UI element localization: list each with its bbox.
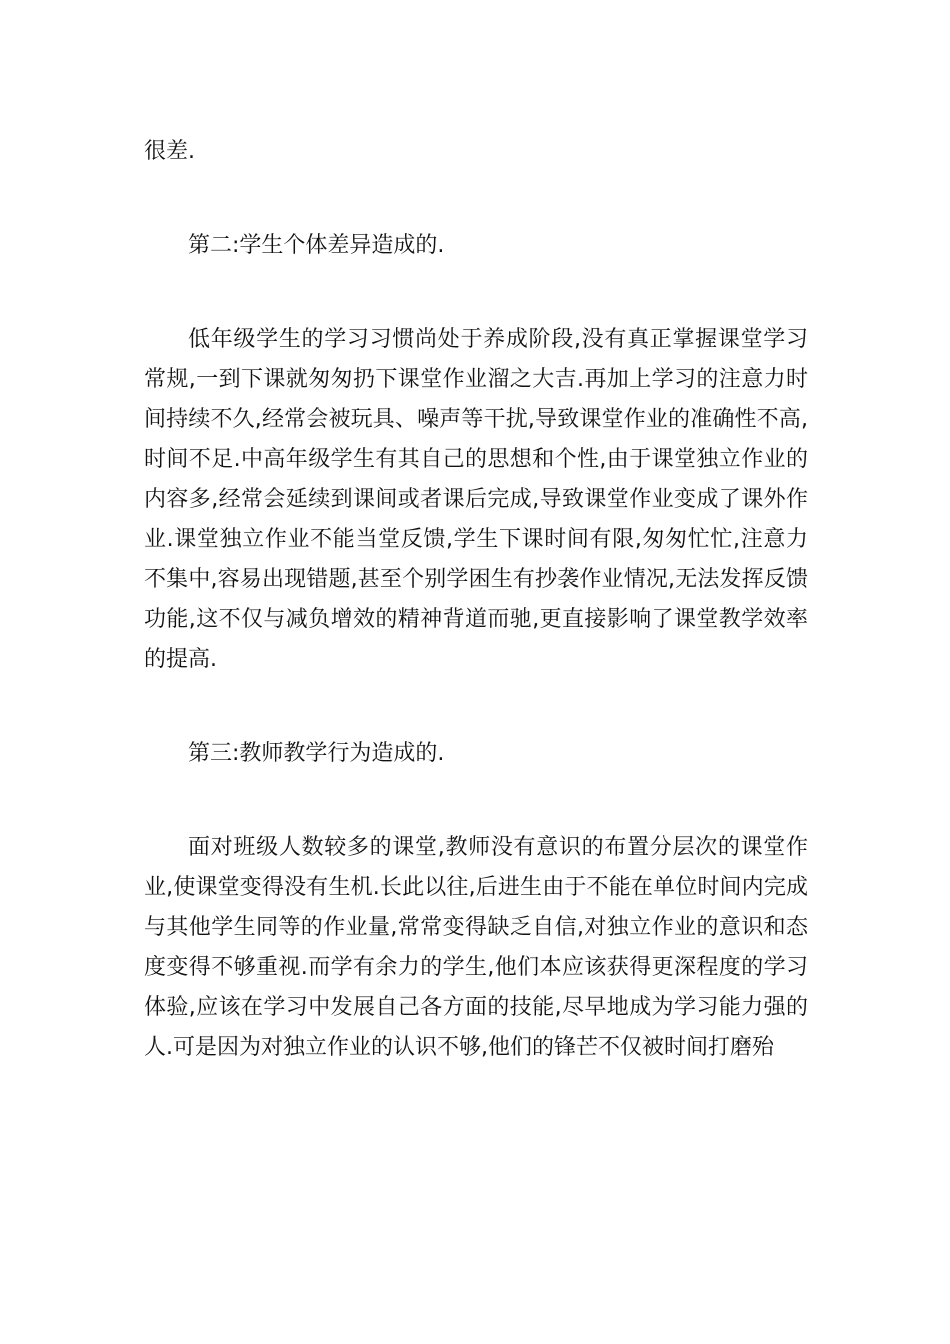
document-body: [144, 132, 808, 1122]
section-heading-second: 第二:学生个体差异造成的.: [188, 233, 445, 258]
paragraph-continuation: 很差.: [144, 139, 195, 164]
paragraph-teacher-behavior: 面对班级人数较多的课堂,教师没有意识的布置分层次的课堂作业,使课堂变得没有生机.长此以往,后进生由于不能在单位时间内完成与其他学生同等的作业量,常常变得缺乏自信,对独立作业的意识和态度变得不够重视.而学有余力的学生,他们本应该获得更深程度的学习体验,应该在学习中发展自己各方面的技能,尽早地成为学习能力强的人.可是因为对独立作业的认识不够,他们的锋芒不仅被时间打磨殆: [144, 835, 808, 1060]
paragraph-student-differences: 低年级学生的学习习惯尚处于养成阶段,没有真正掌握课堂学习常规,一到下课就匆匆扔下课堂作业溜之大吉.再加上学习的注意力时间持续不久,经常会被玩具、噪声等干扰,导致课堂作业的准确性不高,时间不足.中高年级学生有其自己的思想和个性,由于课堂独立作业的内容多,经常会延续到课间或者课后完成,导致课堂作业变成了课外作业.课堂独立作业不能当堂反馈,学生下课时间有限,匆匆忙忙,注意力不集中,容易出现错题,甚至个别学困生有抄袭作业情况,无法发挥反馈功能,这不仅与减负增效的精神背道而驰,更直接影响了课堂教学效率的提高.: [144, 327, 808, 672]
section-heading-third: 第三:教师教学行为造成的.: [188, 741, 445, 766]
